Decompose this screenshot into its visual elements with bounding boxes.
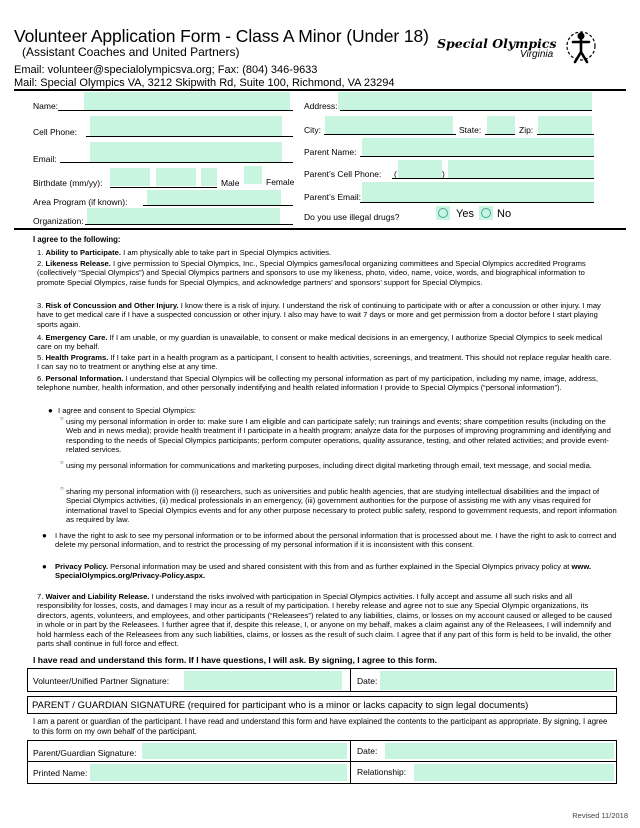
city-label: City:	[304, 125, 321, 135]
birthdate-year-field[interactable]	[156, 168, 196, 186]
printed-name-field[interactable]	[90, 764, 347, 781]
printed-name-label: Printed Name:	[33, 768, 88, 778]
parent-cell-close-paren: )	[442, 169, 445, 179]
item-1-title: Ability to Participate.	[45, 248, 121, 257]
address-underline	[340, 110, 592, 111]
address-label: Address:	[304, 101, 338, 111]
guardian-date-label: Date:	[357, 746, 378, 756]
consent-item-b: using my personal information for communications and marketing purposes, including direct digital marketing through email, text message, and social media.	[66, 461, 592, 470]
parent-name-underline	[360, 156, 594, 157]
item-3-number: 3.	[37, 301, 46, 310]
item-5-number: 5.	[37, 353, 46, 362]
item-7-text: I understand the risks involved with participation in Special Olympics activities. I fully accept and assume all such risks and all responsibility for losses, costs, and damages I may incur as a result of my participation. I hereby release and agree not to sue any Special Olympic organizations, its directors, agents, volunteers, and employees, and other participants (“Releasees”) related to any liabilities, claims, or losses on my account caused or alleged to be caused in whole or in part by the Releasees. I further agree that if, despite this release, I, or anyone on my behalf, makes a claim against any of the Releasees, I will indemnify and hold harmless each of the Releasees from any such liabilities, claims, or losses as the result of such claim. I agree that if any part of this form is held to be invalid, the other parts shall continue in full force and effect.	[37, 592, 612, 649]
consent-c-bullet-icon: ○	[60, 486, 64, 492]
zip-field[interactable]	[538, 116, 592, 134]
cell-phone-underline	[86, 136, 293, 137]
city-underline	[324, 134, 456, 135]
agreement-item-6	[37, 374, 613, 393]
parent-cell-area-code-field[interactable]	[398, 160, 442, 178]
acknowledgement: I have read and understand this form. If I have questions, I will ask. By signing, I agree to this form.	[33, 655, 437, 665]
male-checkbox[interactable]	[201, 168, 217, 186]
logo-subtext: Virginia	[520, 49, 554, 60]
special-olympics-logo	[435, 24, 627, 74]
organization-underline	[85, 224, 293, 225]
organization-field[interactable]	[87, 208, 280, 224]
item-7-title: Waiver and Liability Release.	[45, 592, 150, 601]
agreement-item-1	[37, 248, 613, 257]
item-3-text: I know there is a risk of injury. I understand the risk of continuing to participate with or after a concussion or other injury. I may have to get medical care if I have a suspected concussion or other injury. I also may have to wait 7 days or more and get permission from a doctor before I start playing sports again.	[37, 301, 601, 329]
name-field[interactable]	[84, 92, 290, 110]
agreement-item-4	[37, 333, 613, 352]
parent-cell-underline	[392, 178, 594, 179]
parent-cell-number-field[interactable]	[448, 160, 594, 178]
drugs-yes-radio[interactable]	[438, 208, 448, 218]
parent-email-underline	[360, 202, 594, 203]
parent-cell-label: Parent’s Cell Phone:	[304, 169, 382, 179]
item-6-number: 6.	[37, 374, 46, 383]
consent-item-a: using my personal information in order to: make sure I am eligible and can participate safely; run trainings and events; share competition results (including on the Web and in news media); provide health treatment if I participate in a health program; analyze data for the purposes of improving programming and identifying and responding to the needs of Special Olympics participants; perform computer operations, quality assurance, testing, and other related activities; and provide event-related services.	[66, 417, 611, 455]
header-divider	[14, 89, 626, 91]
birthdate-month-field[interactable]	[110, 168, 150, 186]
item-2-number: 2.	[37, 259, 46, 268]
name-underline	[58, 110, 293, 111]
item-4-text: If I am unable, or my guardian is unavailable, to consent or make medical decisions in an emergency, I authorize Special Olympics to seek medical care on my behalf.	[37, 333, 603, 352]
parent-name-field[interactable]	[362, 138, 594, 156]
city-field[interactable]	[325, 116, 453, 134]
email-field[interactable]	[90, 142, 282, 162]
volunteer-signature-label: Volunteer/Unified Partner Signature:	[33, 676, 170, 686]
logo-text: Special Olympics	[437, 36, 557, 51]
area-program-underline	[143, 205, 293, 206]
volunteer-signature-divider	[350, 668, 351, 692]
form-divider	[14, 228, 626, 230]
agreement-item-2	[37, 259, 613, 287]
email-underline	[60, 162, 293, 163]
guardian-column-divider	[350, 740, 351, 784]
guardian-statement: I am a parent or guardian of the participant. I have read and understand this form and have explained the contents to the participant as appropriate. By signing, I agree to this form on my own behalf of the participant.	[33, 717, 608, 736]
parent-email-field[interactable]	[362, 182, 594, 202]
birthdate-label: Birthdate (mm/yy):	[33, 178, 103, 188]
item-5-title: Health Programs.	[45, 353, 109, 362]
guardian-heading: PARENT / GUARDIAN SIGNATURE (required for participant who is a minor or lacks capacity to sign legal documents)	[32, 700, 529, 711]
contact-mail: Mail: Special Olympics VA, 3212 Skipwith Rd, Suite 100, Richmond, VA 23294	[14, 77, 395, 89]
area-program-field[interactable]	[147, 190, 281, 206]
parent-cell-open-paren: (	[394, 169, 397, 179]
rights-text: I have the right to ask to see my personal information or to be informed about the personal information that is processed about me. I have the right to ask to correct and delete my personal information, and to restrict the processing of my personal information if it is inconsistent with this consent.	[55, 531, 617, 550]
volunteer-date-field[interactable]	[380, 671, 614, 690]
privacy-policy-link[interactable]: www. SpecialOlympics.org/Privacy-Policy.aspx.	[55, 562, 592, 581]
consent-b-bullet-icon: ○	[60, 460, 64, 466]
item-1-text: I am physically able to take part in Special Olympics activities.	[120, 248, 332, 257]
male-label: Male	[221, 178, 240, 188]
cell-phone-label: Cell Phone:	[33, 127, 77, 137]
drugs-no-radio[interactable]	[481, 208, 491, 218]
illegal-drugs-label: Do you use illegal drugs?	[304, 212, 400, 222]
drugs-yes-label: Yes	[456, 208, 474, 220]
volunteer-date-label: Date:	[357, 676, 378, 686]
address-field[interactable]	[338, 92, 592, 110]
state-label: State:	[459, 125, 482, 135]
privacy-bullet-icon: ●	[42, 562, 47, 571]
agreement-heading: I agree to the following:	[33, 235, 121, 244]
volunteer-signature-field[interactable]	[184, 671, 342, 690]
email-label: Email:	[33, 154, 57, 164]
privacy-policy-text	[55, 562, 620, 581]
agreement-item-7	[37, 592, 613, 648]
state-field[interactable]	[487, 116, 515, 134]
consent-a-bullet-icon: ○	[60, 416, 64, 422]
zip-label: Zip:	[519, 125, 534, 135]
special-olympics-figure-icon	[563, 26, 599, 66]
item-2-title: Likeness Release.	[45, 259, 111, 268]
female-checkbox[interactable]	[244, 166, 262, 184]
name-label: Name:	[33, 101, 59, 111]
parent-email-label: Parent’s Email:	[304, 192, 362, 202]
item-5-text: If I take part in a health program as a participant, I consent to health activities, screenings, and treatment. This should not replace regular health care. I can say no to treatment or anything else at any time.	[37, 353, 612, 372]
page-title: Volunteer Application Form - Class A Minor (Under 18)	[14, 26, 429, 46]
agreement-item-5	[37, 353, 613, 372]
zip-underline	[537, 134, 594, 135]
consent-bullet-icon: ●	[48, 406, 53, 415]
female-label: Female	[266, 177, 295, 187]
area-program-label: Area Program (if known):	[33, 197, 128, 207]
guardian-row-divider	[27, 761, 617, 762]
privacy-title: Privacy Policy.	[55, 562, 109, 571]
item-6-text: I understand that Special Olympics will be collecting my personal information as part of my participation, including my name, image, address, telephone number, health information, and other personally indentifying and health related information I provide to Special Olympics (“personal information”).	[37, 374, 598, 393]
rights-bullet-icon: ●	[42, 531, 47, 540]
drugs-no-label: No	[497, 208, 512, 220]
agreement-item-3	[37, 301, 613, 329]
privacy-body: Personal information may be used and shared consistent with this from and as further explained in the Special Olympics privacy policy at	[108, 562, 572, 571]
item-4-number: 4.	[37, 333, 46, 342]
guardian-date-field[interactable]	[385, 743, 614, 759]
consent-item-c: sharing my personal information with (i) researchers, such as universities and public health agencies, that are studying intellectual disabilities and the impact of Special Olympics activities, (ii) medical professionals in an emergency, (iii) government authorities for the purpose of assisting me with any visas required for international travel to Special Olympics events and for any other purpose necessary to protect public safety, respond to government requests, and report information as required by law.	[66, 487, 617, 525]
guardian-signature-label: Parent/Guardian Signature:	[33, 748, 137, 758]
contact-email-fax: Email: volunteer@specialolympicsva.org; Fax: (804) 346-9633	[14, 64, 318, 76]
consent-intro: I agree and consent to Special Olympics:	[58, 406, 197, 415]
parent-name-label: Parent Name:	[304, 147, 357, 157]
cell-phone-field[interactable]	[90, 116, 282, 136]
guardian-signature-field[interactable]	[142, 743, 347, 759]
item-1-number: 1.	[37, 248, 46, 257]
state-underline	[485, 134, 515, 135]
item-4-title: Emergency Care.	[45, 333, 108, 342]
birthdate-underline	[110, 187, 217, 188]
organization-label: Organization:	[33, 216, 84, 226]
item-7-number: 7.	[37, 592, 46, 601]
revision-date: Revised 11/2018	[572, 811, 628, 820]
item-2-text: I give permission to Special Olympics, Inc., Special Olympics games/local organizing committees and Special Olympics accredited Programs (collectively “Special Olympics”) and Special Olympics partners and sponsors to use my likeness, photo, video, name, voice, words, and biographical information to promote Special Olympics, raise funds for Special Olympics, and acknowledge partners’ and sponsors’ support for Special Olympics.	[37, 259, 586, 287]
item-3-title: Risk of Concussion and Other Injury.	[45, 301, 179, 310]
page-subtitle: (Assistant Coaches and United Partners)	[22, 45, 240, 59]
item-6-title: Personal Information.	[45, 374, 124, 383]
relationship-field[interactable]	[414, 764, 614, 781]
relationship-label: Relationship:	[357, 767, 407, 777]
